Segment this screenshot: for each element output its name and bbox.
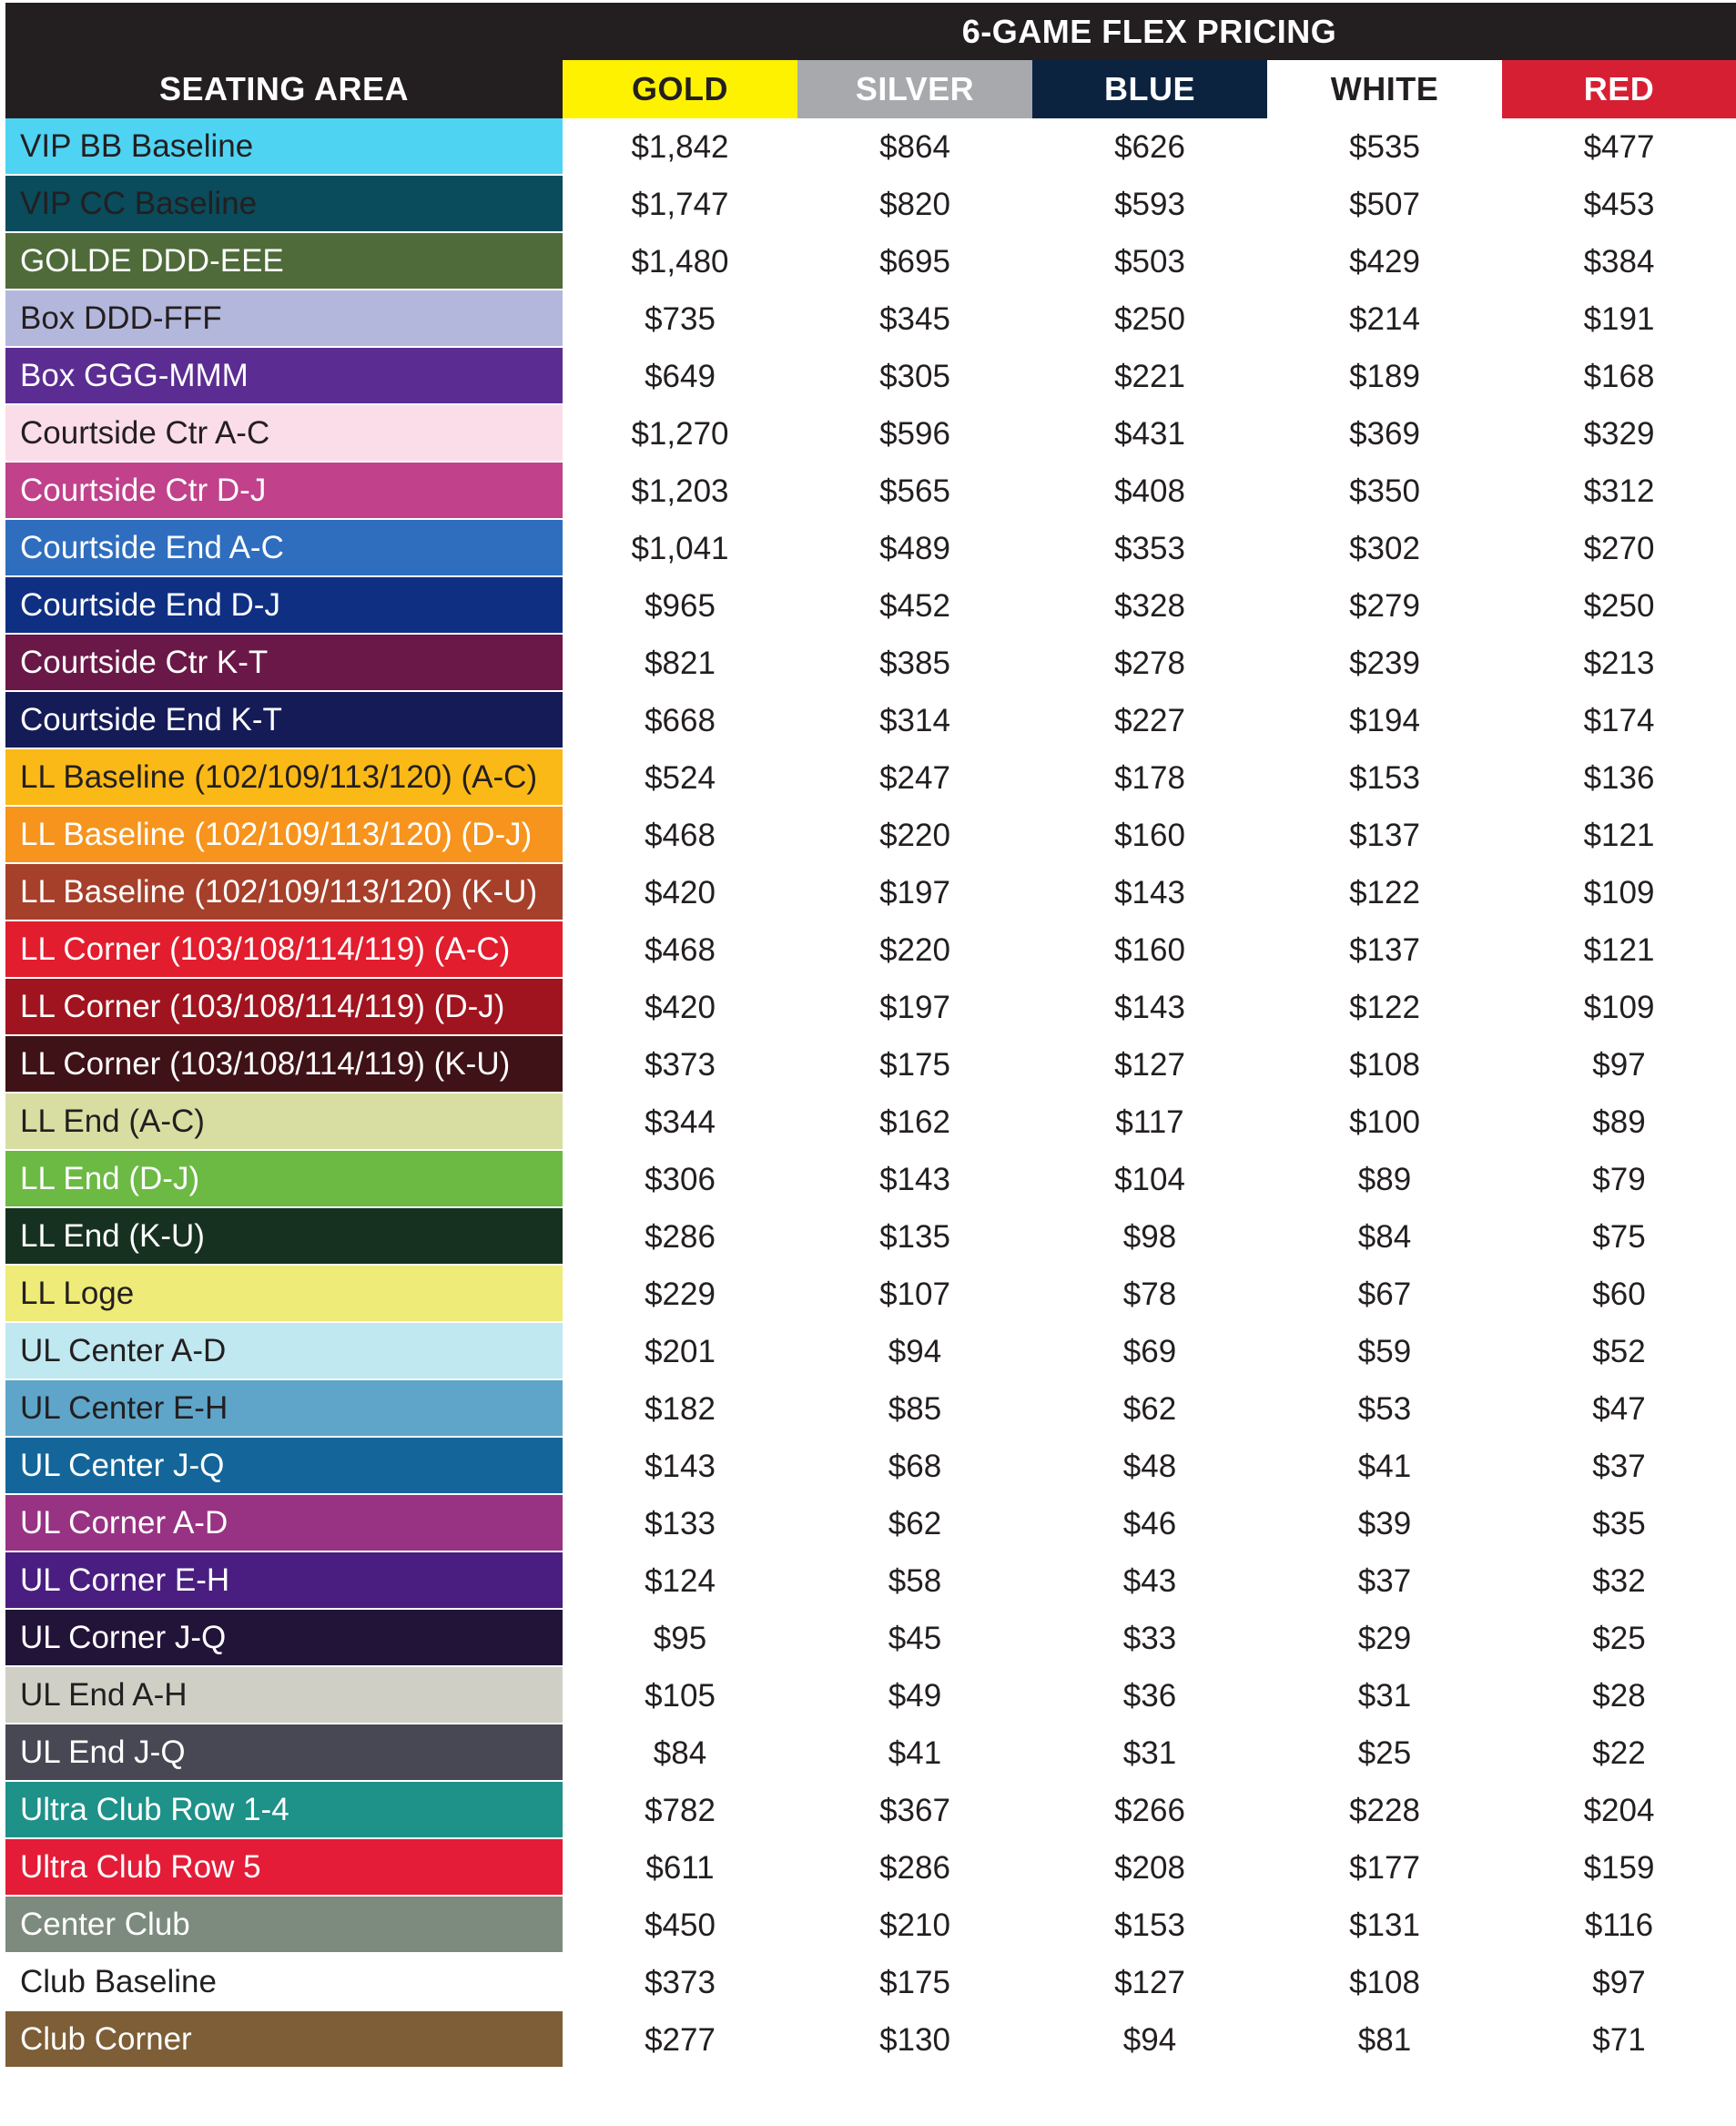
seating-area-cell: UL Center A-D — [5, 1323, 563, 1380]
table-row — [5, 463, 1736, 520]
price-cell-blue: $48 — [1122, 1448, 1177, 1484]
tier-headers — [563, 60, 1736, 118]
price-cell-white: $239 — [1349, 645, 1420, 681]
price-cell-gold: $450 — [645, 1907, 716, 1943]
price-cell-white: $122 — [1349, 874, 1420, 910]
price-cell-gold: $1,747 — [631, 186, 729, 222]
price-cell-silver: $220 — [879, 817, 950, 853]
seating-area-cell: LL End (D-J) — [5, 1151, 563, 1208]
price-cell-gold: $649 — [645, 358, 716, 394]
price-cell-gold: $468 — [645, 817, 716, 853]
seating-area-cell: LL Loge — [5, 1266, 563, 1323]
table-row — [5, 405, 1736, 463]
table-row — [5, 577, 1736, 635]
price-cell-blue: $33 — [1122, 1620, 1177, 1656]
price-cell-gold: $344 — [645, 1104, 716, 1140]
price-cell-white: $153 — [1349, 759, 1420, 796]
price-cell-gold: $735 — [645, 300, 716, 337]
table-row — [5, 1667, 1736, 1724]
seating-area-cell: Courtside Ctr A-C — [5, 405, 563, 463]
table-row — [5, 1380, 1736, 1438]
price-cell-red: $35 — [1592, 1505, 1646, 1541]
price-cell-gold: $229 — [645, 1276, 716, 1312]
price-cell-blue: $143 — [1114, 874, 1185, 910]
price-cell-white: $81 — [1357, 2021, 1412, 2058]
tier-header-silver: SILVER — [797, 60, 1032, 118]
price-cell-red: $453 — [1583, 186, 1655, 222]
price-cell-silver: $107 — [879, 1276, 950, 1312]
price-cell-red: $116 — [1584, 1907, 1654, 1943]
price-cell-white: $137 — [1349, 817, 1420, 853]
price-cell-red: $121 — [1583, 931, 1655, 968]
price-cell-gold: $124 — [645, 1562, 716, 1599]
price-cell-silver: $143 — [879, 1161, 950, 1197]
price-cell-white: $89 — [1357, 1161, 1412, 1197]
price-cell-silver: $489 — [879, 530, 950, 566]
tier-header-white: WHITE — [1267, 60, 1502, 118]
price-cell-white: $194 — [1349, 702, 1420, 738]
price-cell-blue: $408 — [1114, 473, 1185, 509]
price-cell-red: $60 — [1592, 1276, 1646, 1312]
price-cell-white: $429 — [1349, 243, 1420, 280]
seating-area-cell: Box DDD-FFF — [5, 290, 563, 348]
price-cell-silver: $68 — [888, 1448, 942, 1484]
price-cell-red: $109 — [1583, 874, 1655, 910]
table-row — [5, 176, 1736, 233]
seating-area-cell: LL Baseline (102/109/113/120) (D-J) — [5, 807, 563, 864]
price-cell-blue: $208 — [1114, 1849, 1185, 1886]
price-cell-silver: $85 — [888, 1390, 942, 1427]
price-cell-red: $22 — [1592, 1734, 1646, 1771]
seating-area-cell: VIP CC Baseline — [5, 176, 563, 233]
price-cell-white: $535 — [1349, 128, 1420, 165]
price-cell-white: $350 — [1349, 473, 1420, 509]
price-cell-gold: $1,270 — [631, 415, 729, 452]
seating-area-cell: LL Corner (103/108/114/119) (K-U) — [5, 1036, 563, 1094]
price-cell-gold: $1,203 — [631, 473, 729, 509]
price-cell-blue: $98 — [1122, 1218, 1177, 1255]
price-cell-blue: $353 — [1114, 530, 1185, 566]
seating-area-cell: Center Club — [5, 1897, 563, 1954]
table-row — [5, 1897, 1736, 1954]
price-cell-silver: $286 — [879, 1849, 950, 1886]
price-cell-blue: $593 — [1114, 186, 1185, 222]
price-cell-red: $121 — [1583, 817, 1655, 853]
price-cell-white: $507 — [1349, 186, 1420, 222]
table-row — [5, 118, 1736, 176]
price-cell-silver: $220 — [879, 931, 950, 968]
price-cell-red: $270 — [1583, 530, 1655, 566]
price-cell-red: $97 — [1592, 1964, 1646, 2000]
price-cell-white: $131 — [1349, 1907, 1420, 1943]
price-cell-silver: $175 — [879, 1046, 950, 1083]
seating-area-cell: Ultra Club Row 5 — [5, 1839, 563, 1897]
price-cell-blue: $127 — [1114, 1046, 1185, 1083]
seating-area-cell: Courtside End A-C — [5, 520, 563, 577]
price-cell-silver: $305 — [879, 358, 950, 394]
price-cell-red: $136 — [1583, 759, 1655, 796]
table-title: 6-GAME FLEX PRICING — [563, 3, 1736, 60]
price-cell-blue: $127 — [1114, 1964, 1185, 2000]
table-row — [5, 1495, 1736, 1552]
price-cell-gold: $105 — [645, 1677, 716, 1714]
price-cell-red: $25 — [1592, 1620, 1646, 1656]
price-cell-white: $189 — [1349, 358, 1420, 394]
price-cell-white: $369 — [1349, 415, 1420, 452]
seating-area-cell: LL Baseline (102/109/113/120) (K-U) — [5, 864, 563, 921]
column-header-row — [5, 60, 1736, 118]
price-cell-gold: $1,480 — [631, 243, 729, 280]
price-cell-blue: $78 — [1122, 1276, 1177, 1312]
seating-area-cell: Courtside Ctr D-J — [5, 463, 563, 520]
price-cell-red: $97 — [1592, 1046, 1646, 1083]
price-cell-gold: $420 — [645, 874, 716, 910]
table-row — [5, 1552, 1736, 1610]
seating-area-cell: UL Corner J-Q — [5, 1610, 563, 1667]
price-cell-silver: $596 — [879, 415, 950, 452]
price-cell-red: $312 — [1583, 473, 1655, 509]
seating-area-cell: LL End (K-U) — [5, 1208, 563, 1266]
table-row — [5, 979, 1736, 1036]
price-cell-blue: $94 — [1122, 2021, 1177, 2058]
price-cell-red: $28 — [1592, 1677, 1646, 1714]
seating-area-cell: Ultra Club Row 1-4 — [5, 1782, 563, 1839]
table-row — [5, 1954, 1736, 2011]
seating-area-header: SEATING AREA — [5, 60, 563, 118]
price-cell-white: $25 — [1357, 1734, 1412, 1771]
price-cell-gold: $133 — [645, 1505, 716, 1541]
table-row — [5, 1438, 1736, 1495]
price-cell-red: $75 — [1592, 1218, 1646, 1255]
table-row — [5, 1266, 1736, 1323]
price-cell-silver: $820 — [879, 186, 950, 222]
price-cell-blue: $250 — [1114, 300, 1185, 337]
seating-area-cell: Club Baseline — [5, 1954, 563, 2011]
price-cell-silver: $162 — [879, 1104, 950, 1140]
table-row — [5, 1094, 1736, 1151]
price-cell-gold: $965 — [645, 587, 716, 624]
price-cell-blue: $46 — [1122, 1505, 1177, 1541]
price-cell-silver: $49 — [888, 1677, 942, 1714]
price-cell-white: $39 — [1357, 1505, 1412, 1541]
seating-area-cell: UL Corner E-H — [5, 1552, 563, 1610]
price-cell-blue: $278 — [1114, 645, 1185, 681]
price-cell-red: $191 — [1583, 300, 1655, 337]
seating-area-cell: UL Center J-Q — [5, 1438, 563, 1495]
price-cell-silver: $175 — [879, 1964, 950, 2000]
price-cell-silver: $367 — [879, 1792, 950, 1828]
price-cell-gold: $373 — [645, 1046, 716, 1083]
price-cell-white: $122 — [1349, 989, 1420, 1025]
table-row — [5, 807, 1736, 864]
price-cell-red: $213 — [1583, 645, 1655, 681]
seating-area-cell: Courtside Ctr K-T — [5, 635, 563, 692]
table-row — [5, 921, 1736, 979]
price-cell-blue: $62 — [1122, 1390, 1177, 1427]
price-cell-white: $302 — [1349, 530, 1420, 566]
price-cell-silver: $197 — [879, 874, 950, 910]
table-row — [5, 1724, 1736, 1782]
price-cell-silver: $45 — [888, 1620, 942, 1656]
seating-area-cell: Club Corner — [5, 2011, 563, 2069]
price-cell-silver: $210 — [879, 1907, 950, 1943]
price-cell-blue: $153 — [1114, 1907, 1185, 1943]
price-cell-silver: $247 — [879, 759, 950, 796]
price-cell-gold: $420 — [645, 989, 716, 1025]
price-cell-silver: $130 — [879, 2021, 950, 2058]
price-cell-blue: $178 — [1114, 759, 1185, 796]
tier-header-red: RED — [1502, 60, 1736, 118]
pricing-table — [5, 3, 1736, 2069]
price-cell-gold: $277 — [645, 2021, 716, 2058]
price-cell-blue: $227 — [1114, 702, 1185, 738]
price-cell-red: $174 — [1583, 702, 1655, 738]
price-cell-gold: $821 — [645, 645, 716, 681]
seating-area-cell: VIP BB Baseline — [5, 118, 563, 176]
seating-area-cell: Courtside End K-T — [5, 692, 563, 749]
seating-area-cell: Box GGG-MMM — [5, 348, 563, 405]
table-body — [5, 118, 1736, 2069]
price-cell-white: $29 — [1357, 1620, 1412, 1656]
price-cell-white: $84 — [1357, 1218, 1412, 1255]
price-cell-red: $89 — [1592, 1104, 1646, 1140]
table-row — [5, 1839, 1736, 1897]
price-cell-blue: $160 — [1114, 817, 1185, 853]
price-cell-gold: $373 — [645, 1964, 716, 2000]
price-cell-red: $168 — [1583, 358, 1655, 394]
seating-area-cell: UL Corner A-D — [5, 1495, 563, 1552]
table-row — [5, 692, 1736, 749]
price-cell-silver: $62 — [888, 1505, 942, 1541]
price-cell-red: $250 — [1583, 587, 1655, 624]
price-cell-silver: $345 — [879, 300, 950, 337]
price-cell-blue: $160 — [1114, 931, 1185, 968]
price-cell-silver: $864 — [879, 128, 950, 165]
table-title-row — [5, 3, 1736, 60]
table-row — [5, 290, 1736, 348]
price-cell-white: $108 — [1349, 1964, 1420, 2000]
price-cell-gold: $468 — [645, 931, 716, 968]
price-cell-red: $477 — [1583, 128, 1655, 165]
price-cell-gold: $286 — [645, 1218, 716, 1255]
price-cell-silver: $385 — [879, 645, 950, 681]
table-row — [5, 635, 1736, 692]
price-cell-gold: $1,842 — [631, 128, 729, 165]
seating-area-cell: Courtside End D-J — [5, 577, 563, 635]
price-cell-blue: $31 — [1122, 1734, 1177, 1771]
price-cell-red: $52 — [1592, 1333, 1646, 1369]
price-cell-gold: $143 — [645, 1448, 716, 1484]
price-cell-white: $228 — [1349, 1792, 1420, 1828]
price-cell-gold: $201 — [645, 1333, 716, 1369]
table-row — [5, 1323, 1736, 1380]
price-cell-white: $41 — [1357, 1448, 1412, 1484]
price-cell-red: $384 — [1583, 243, 1655, 280]
price-cell-blue: $266 — [1114, 1792, 1185, 1828]
table-row — [5, 348, 1736, 405]
price-cell-blue: $328 — [1114, 587, 1185, 624]
table-row — [5, 749, 1736, 807]
table-row — [5, 1036, 1736, 1094]
price-cell-silver: $94 — [888, 1333, 942, 1369]
price-cell-red: $204 — [1583, 1792, 1655, 1828]
price-cell-gold: $611 — [645, 1849, 715, 1886]
price-cell-gold: $1,041 — [631, 530, 729, 566]
table-row — [5, 1208, 1736, 1266]
price-cell-blue: $143 — [1114, 989, 1185, 1025]
price-cell-gold: $306 — [645, 1161, 716, 1197]
table-row — [5, 1782, 1736, 1839]
price-cell-silver: $314 — [879, 702, 950, 738]
price-cell-white: $67 — [1357, 1276, 1412, 1312]
seating-area-cell: UL End J-Q — [5, 1724, 563, 1782]
table-row — [5, 1610, 1736, 1667]
table-row — [5, 864, 1736, 921]
price-cell-blue: $431 — [1114, 415, 1185, 452]
price-cell-gold: $668 — [645, 702, 716, 738]
price-cell-red: $37 — [1592, 1448, 1646, 1484]
price-cell-gold: $95 — [653, 1620, 707, 1656]
price-cell-silver: $452 — [879, 587, 950, 624]
price-cell-blue: $221 — [1114, 358, 1185, 394]
price-cell-red: $32 — [1592, 1562, 1646, 1599]
seating-area-cell: UL End A-H — [5, 1667, 563, 1724]
tier-header-gold: GOLD — [563, 60, 797, 118]
table-row — [5, 520, 1736, 577]
seating-area-cell: UL Center E-H — [5, 1380, 563, 1438]
price-cell-white: $177 — [1349, 1849, 1420, 1886]
price-cell-silver: $197 — [879, 989, 950, 1025]
price-cell-red: $329 — [1583, 415, 1655, 452]
price-cell-gold: $782 — [645, 1792, 716, 1828]
price-cell-gold: $182 — [645, 1390, 716, 1427]
price-cell-white: $37 — [1357, 1562, 1412, 1599]
title-spacer — [5, 3, 563, 60]
price-cell-red: $47 — [1592, 1390, 1646, 1427]
price-cell-blue: $69 — [1122, 1333, 1177, 1369]
price-cell-blue: $503 — [1114, 243, 1185, 280]
price-cell-white: $279 — [1349, 587, 1420, 624]
seating-area-cell: LL End (A-C) — [5, 1094, 563, 1151]
price-cell-blue: $104 — [1114, 1161, 1185, 1197]
price-cell-blue: $36 — [1122, 1677, 1177, 1714]
price-cell-red: $71 — [1592, 2021, 1646, 2058]
price-cell-red: $109 — [1583, 989, 1655, 1025]
price-cell-white: $59 — [1357, 1333, 1412, 1369]
seating-area-cell: GOLDE DDD-EEE — [5, 233, 563, 290]
price-cell-gold: $524 — [645, 759, 716, 796]
price-cell-white: $214 — [1349, 300, 1420, 337]
table-row — [5, 233, 1736, 290]
table-row — [5, 1151, 1736, 1208]
price-cell-silver: $58 — [888, 1562, 942, 1599]
price-cell-white: $137 — [1349, 931, 1420, 968]
price-cell-white: $100 — [1349, 1104, 1420, 1140]
seating-area-cell: LL Corner (103/108/114/119) (D-J) — [5, 979, 563, 1036]
price-cell-gold: $84 — [653, 1734, 707, 1771]
tier-header-blue: BLUE — [1032, 60, 1267, 118]
price-cell-blue: $626 — [1114, 128, 1185, 165]
price-cell-white: $31 — [1357, 1677, 1412, 1714]
seating-area-cell: LL Corner (103/108/114/119) (A-C) — [5, 921, 563, 979]
price-cell-silver: $41 — [888, 1734, 942, 1771]
price-cell-white: $53 — [1357, 1390, 1412, 1427]
price-cell-white: $108 — [1349, 1046, 1420, 1083]
seating-area-cell: LL Baseline (102/109/113/120) (A-C) — [5, 749, 563, 807]
price-cell-red: $159 — [1583, 1849, 1655, 1886]
price-cell-silver: $695 — [879, 243, 950, 280]
table-row — [5, 2011, 1736, 2069]
price-cell-red: $79 — [1592, 1161, 1646, 1197]
price-cell-blue: $117 — [1115, 1104, 1184, 1140]
price-cell-blue: $43 — [1122, 1562, 1177, 1599]
price-cell-silver: $565 — [879, 473, 950, 509]
price-cell-silver: $135 — [879, 1218, 950, 1255]
